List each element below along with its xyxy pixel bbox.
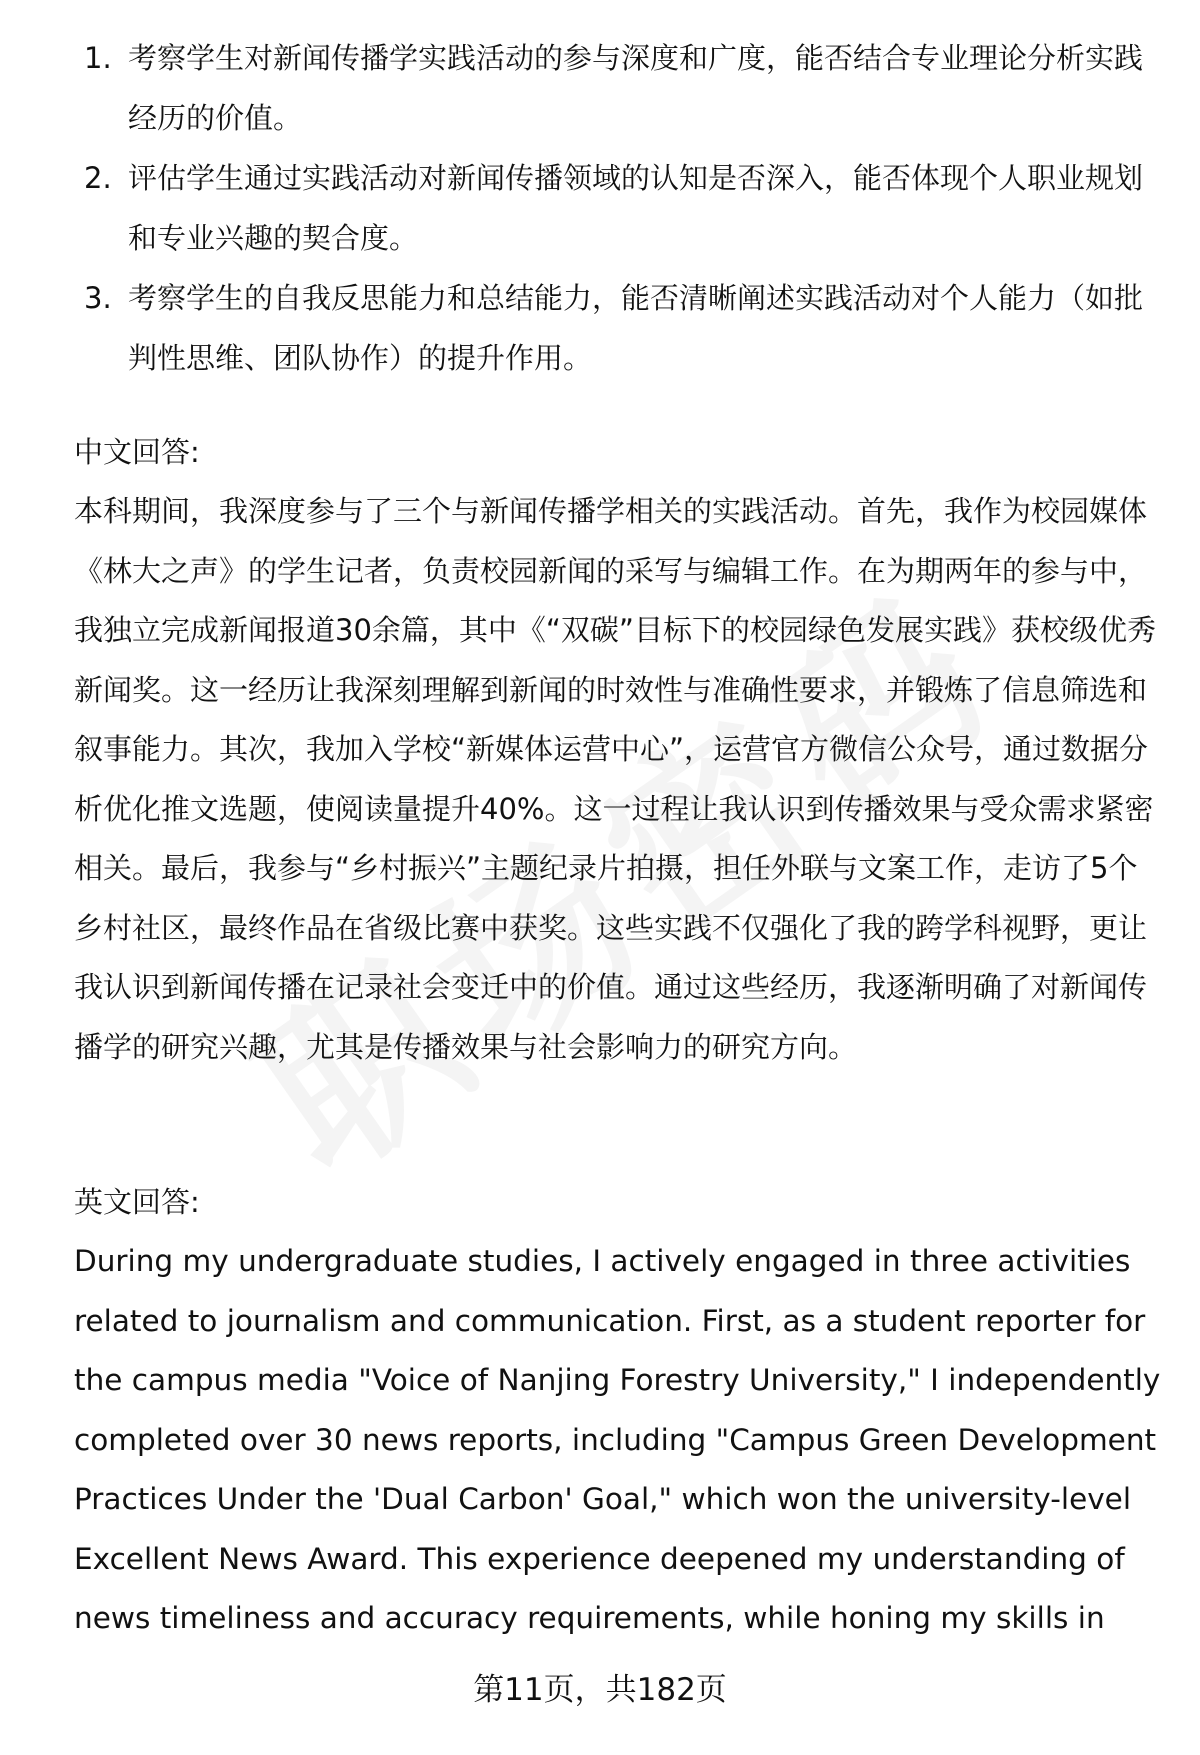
criteria-item xyxy=(0,268,1200,388)
criteria-text: 评估学生通过实践活动对新闻传播领域的认知是否深入，能否体现个人职业规划和专业兴趣的契合度。 xyxy=(128,161,1144,255)
chinese-answer-label: 中文回答: xyxy=(74,435,200,469)
english-answer-label: 英文回答: xyxy=(74,1185,200,1219)
criteria-text: 考察学生的自我反思能力和总结能力，能否清晰阐述实践活动对个人能力（如批判性思维、团队协作）的提升作用。 xyxy=(128,281,1144,375)
page-footer: 第11页，共182页 xyxy=(473,1672,727,1708)
english-answer-text: During my undergraduate studies, I actively engaged in three activities related to journalism and communication. First, as a student reporter for the campus media "Voice of Nanjing Forestry University," I independently completed over 30 news reports, including "Campus Green Development Practices Under the 'Dual Carbon' Goal," which won the university-level Excellent News Award. This experience deepened my understanding of news timeliness and accuracy requirements, while honing my skills in xyxy=(74,1244,1161,1635)
criteria-item xyxy=(0,148,1200,268)
criteria-number: 3. xyxy=(84,281,112,315)
criteria-item xyxy=(0,28,1200,148)
criteria-number: 2. xyxy=(84,161,112,195)
chinese-answer-text: 本科期间，我深度参与了三个与新闻传播学相关的实践活动。首先，我作为校园媒体《林大之声》的学生记者，负责校园新闻的采写与编辑工作。在为期两年的参与中，我独立完成新闻报道30余篇，其中《“双碳”目标下的校园绿色发展实践》获校级优秀新闻奖。这一经历让我深刻理解到新闻的时效性与准确性要求，并锻炼了信息筛选和叙事能力。其次，我加入学校“新媒体运营中心”，运营官方微信公众号，通过数据分析优化推文选题，使阅读量提升40%。这一过程让我认识到传播效果与受众需求紧密相关。最后，我参与“乡村振兴”主题纪录片拍摄，担任外联与文案工作，走访了5个乡村社区，最终作品在省级比赛中获奖。这些实践不仅强化了我的跨学科视野，更让我认识到新闻传播在记录社会变迁中的价值。通过这些经历，我逐渐明确了对新闻传播学的研究兴趣，尤其是传播效果与社会影响力的研究方向。 xyxy=(74,494,1156,1064)
criteria-list xyxy=(0,28,1200,388)
criteria-number: 1. xyxy=(84,41,112,75)
criteria-text: 考察学生对新闻传播学实践活动的参与深度和广度，能否结合专业理论分析实践经历的价值。 xyxy=(128,41,1144,135)
